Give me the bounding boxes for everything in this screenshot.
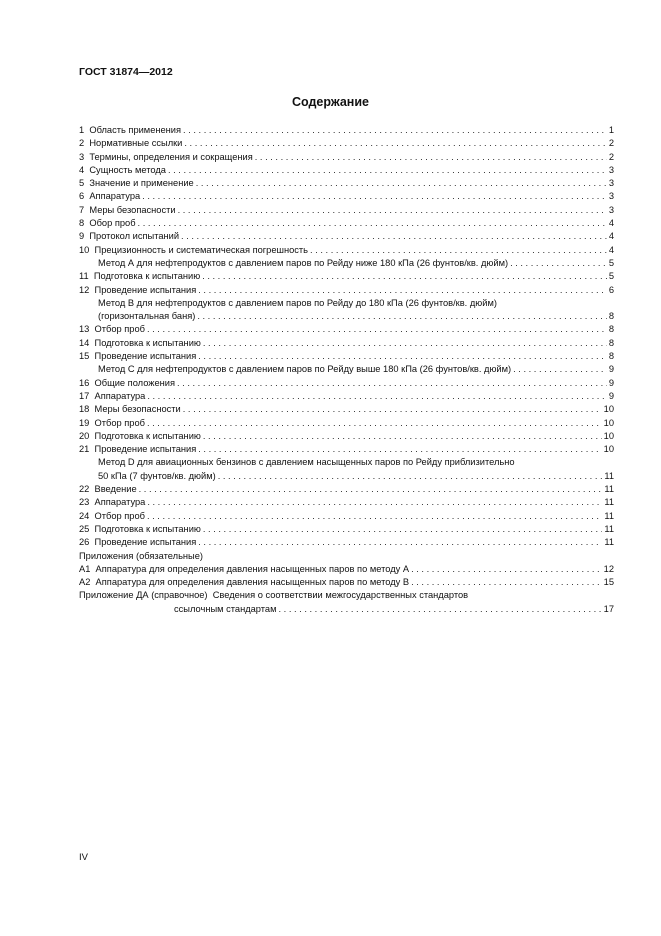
toc-entry-5[interactable] [79,177,614,190]
toc-page: 1 [608,125,614,135]
toc-text: (горизонтальная баня) [98,311,196,322]
toc-page: 8 [608,337,614,348]
toc-number: 18 [79,404,90,415]
toc-text: Метод А для нефтепродуктов с давлением паров по Рейду ниже 180 кПа (26 фунтов/кв. дюйм) [98,257,509,268]
toc-page: 11 [604,470,614,481]
toc-method-a[interactable] [79,257,614,270]
toc-entry-4[interactable] [79,164,614,177]
toc-number: 22 [79,484,90,495]
toc-appendix-da[interactable] [79,603,614,616]
toc-text: Общие положения [94,377,176,388]
toc-text: ссылочным стандартам [174,603,277,614]
toc-page: 10 [603,404,614,415]
toc-entry-22[interactable] [79,483,614,496]
toc-text: Аппаратура [94,497,146,508]
toc-entry-8[interactable] [79,217,614,230]
toc-page: 4 [608,244,614,255]
toc-entry-15[interactable] [79,350,614,363]
toc-page: 11 [604,484,614,495]
toc-method-c[interactable] [79,363,614,376]
toc-number: 13 [79,324,90,335]
toc-number: 3 [79,151,85,162]
toc-number: 24 [79,510,90,521]
toc-text: Меры безопасности [89,204,176,215]
toc-page: 3 [608,164,614,175]
toc-text: Отбор проб [94,324,145,335]
toc-number: 11 [79,271,89,282]
toc-text: Меры безопасности [94,404,181,415]
toc-entry-7[interactable] [79,204,614,217]
toc-page: 11 [604,510,614,521]
toc-page: 9 [608,364,614,375]
toc-text: Подготовка к испытанию [94,430,201,441]
toc-text: Термины, определения и сокращения [89,151,253,162]
toc-text: Проведение испытания [94,351,197,362]
toc-entry-24[interactable] [79,510,614,523]
toc-text: Отбор проб [94,417,145,428]
toc-page: 8 [608,324,614,335]
toc-text: Сущность метода [89,164,166,175]
toc-text: Аппаратура для определения давления насыщенных паров по методу А [95,563,410,574]
toc-number: 26 [79,537,90,548]
toc-page: 6 [608,284,614,295]
toc-method-b[interactable] [79,310,614,323]
toc-text: Аппаратура [94,390,146,401]
toc-page: 5 [608,257,614,268]
toc-text: Нормативные ссылки [89,138,183,149]
toc-page: 2 [608,138,614,149]
toc-appendix-da-line1: Приложение ДА (справочное) Сведения о соответствии межгосударственных стандартов [79,590,469,601]
appendices-heading: Приложения (обязательные) [79,550,203,561]
toc-entry-16[interactable] [79,377,614,390]
toc-entry-12[interactable] [79,284,614,297]
toc-page: 4 [608,231,614,242]
toc-text: Проведение испытания [94,444,197,455]
toc-entry-13[interactable] [79,323,614,336]
toc-number: А1 [79,563,91,574]
toc-page: 8 [608,311,614,322]
toc-number: 2 [79,138,85,149]
toc-number: 16 [79,377,90,388]
toc-text: Введение [94,484,137,495]
toc-number: 12 [79,284,90,295]
toc-text: Аппаратура для определения давления насыщенных паров по методу В [95,577,410,588]
toc-number: 6 [79,191,85,202]
toc-entry-1[interactable] [79,124,614,137]
toc-number: 9 [79,231,85,242]
toc-page: 8 [608,351,614,362]
toc-number: А2 [79,577,91,588]
toc-page: 3 [608,191,614,202]
toc-appendix-a2[interactable] [79,576,614,589]
toc-text: Прецизионность и систематическая погрешность [94,244,309,255]
toc-page: 10 [603,417,614,428]
toc-entry-19[interactable] [79,417,614,430]
toc-number: 4 [79,164,85,175]
toc-entry-6[interactable] [79,190,614,203]
toc-text: Метод С для нефтепродуктов с давлением паров по Рейду выше 180 кПа (26 фунтов/кв. дюйм) [98,364,512,375]
toc-appendix-a1[interactable] [79,563,614,576]
toc-entry-25[interactable] [79,523,614,536]
toc-entry-21[interactable] [79,443,614,456]
toc-page: 3 [608,204,614,215]
toc-entry-11[interactable] [79,270,614,283]
toc-page: 10 [603,444,614,455]
toc-page: 11 [604,537,614,548]
toc-number: 10 [79,244,90,255]
toc-number: 8 [79,218,85,229]
toc-entry-14[interactable] [79,337,614,350]
toc-number: 20 [79,430,90,441]
toc-page: 17 [603,603,614,614]
table-of-contents [79,124,614,616]
toc-number: 14 [79,337,90,348]
page-number: IV [79,852,88,863]
toc-text: Подготовка к испытанию [93,271,201,282]
toc-text: Проведение испытания [94,284,197,295]
toc-text: Аппаратура [89,191,141,202]
toc-number: 7 [79,204,85,215]
toc-number: 23 [79,497,90,508]
toc-text: Значение и применение [89,178,194,189]
toc-number: 21 [79,444,90,455]
document-header: ГОСТ 31874—2012 [79,66,173,78]
toc-number: 17 [79,390,90,401]
toc-text: Подготовка к испытанию [94,523,201,534]
toc-entry-18[interactable] [79,403,614,416]
toc-page: 15 [603,577,614,588]
toc-text: Область применения [89,125,182,135]
toc-number: 5 [79,178,85,189]
toc-method-b-line1: Метод В для нефтепродуктов с давлением паров по Рейду до 180 кПа (26 фунтов/кв. дюйм) [98,297,497,308]
toc-number: 15 [79,351,90,362]
toc-page: 9 [608,377,614,388]
toc-page: 9 [608,390,614,401]
toc-entry-20[interactable] [79,430,614,443]
toc-page: 11 [604,523,614,534]
toc-page: 4 [608,218,614,229]
toc-entry-17[interactable] [79,390,614,403]
page-title: Содержание [291,95,369,109]
toc-text: Проведение испытания [94,537,197,548]
toc-entry-23[interactable] [79,496,614,509]
toc-page: 12 [603,563,614,574]
toc-number: 1 [79,125,85,135]
toc-text: Протокол испытаний [89,231,180,242]
toc-page: 11 [604,497,614,508]
toc-page: 5 [608,271,614,282]
toc-entry-3[interactable] [79,151,614,164]
toc-text: 50 кПа (7 фунтов/кв. дюйм) [98,470,216,481]
toc-entry-9[interactable] [79,230,614,243]
toc-page: 10 [603,430,614,441]
toc-method-d-line1: Метод D для авиационных бензинов с давлением насыщенных паров по Рейду приблизительно [98,457,515,468]
toc-text: Отбор проб [94,510,145,521]
toc-entry-26[interactable] [79,536,614,549]
toc-entry-10[interactable] [79,244,614,257]
toc-number: 25 [79,523,90,534]
toc-text: Подготовка к испытанию [94,337,201,348]
toc-number: 19 [79,417,90,428]
toc-page: 3 [608,178,614,189]
toc-entry-2[interactable] [79,137,614,150]
toc-text: Обор проб [89,218,136,229]
toc-page: 2 [608,151,614,162]
toc-method-d[interactable] [79,470,614,483]
